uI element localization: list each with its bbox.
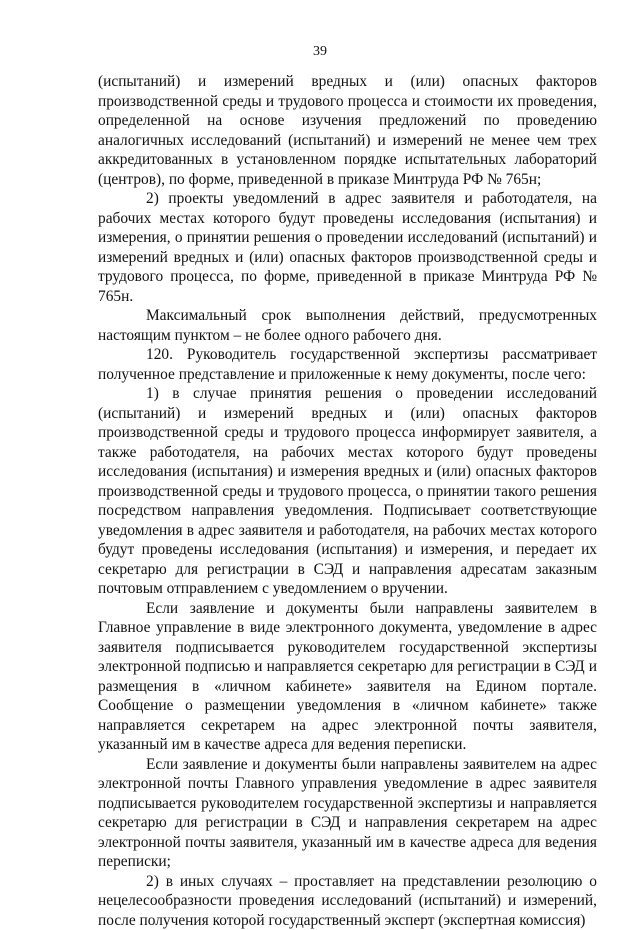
paragraph: 2) проекты уведомлений в адрес заявителя и работодателя, на рабочих местах которого будут проведены исследования (испытания) и измерения, о принятии решения о проведении исследований (испытаний) и измерений вредных и (или) опасных факторов производственной среды и трудового процесса, по форме, приведенной в приказе Минтруда РФ № 765н. [98,189,597,306]
paragraph: (испытаний) и измерений вредных и (или) опасных факторов производственной среды и трудового процесса и стоимости их проведения, определенной на основе изучения предложений по проведению аналогичных исследований (испытаний) и измерений не менее чем трех аккредитованных в установленном порядке испытательных лабораторий (центров), по форме, приведенной в приказе Минтруда РФ № 765н; [98,72,597,189]
paragraph: 2) в иных случаях – проставляет на представлении резолюцию о нецелесообразности проведения исследований (испытаний) и измерений, после получения которой государственный эксперт (экспертная комиссия) [98,872,597,930]
paragraph: 120. Руководитель государственной экспертизы рассматривает полученное представление и приложенные к нему документы, после чего: [98,345,597,384]
paragraph: Если заявление и документы были направлены заявителем в Главное управление в виде электронного документа, уведомление в адрес заявителя подписывается руководителем государственной экспертизы электронной подписью и направляется секретарю для регистрации в СЭД и размещения в «личном кабинете» заявителя на Едином портале. Сообщение о размещении уведомления в «личном кабинете» также направляется секретарем на адрес электронной почты заявителя, указанный им в качестве адреса для ведения переписки. [98,599,597,755]
paragraph: 1) в случае принятия решения о проведении исследований (испытаний) и измерений вредных и (или) опасных факторов производственной среды и трудового процесса информирует заявителя, а также работодателя, на рабочих местах которого будут проведены исследования (испытания) и измерения вредных и (или) опасных факторов производственной среды и трудового процесса, о принятии такого решения посредством направления уведомления. Подписывает соответствующие уведомления в адрес заявителя и работодателя, на рабочих местах которого будут проведены исследования (испытания) и измерения, и передает их секретарю для регистрации в СЭД и направления адресатам заказным почтовым отправлением с уведомлением о вручении. [98,384,597,599]
page-number: 39 [0,44,640,60]
paragraph: Если заявление и документы были направлены заявителем на адрес электронной почты Главного управления уведомление в адрес заявителя подписывается руководителем государственной экспертизы и направляется секретарю для регистрации в СЭД и направления секретарем на адрес электронной почты заявителя, указанный им в качестве адреса для ведения переписки; [98,755,597,872]
paragraph: Максимальный срок выполнения действий, предусмотренных настоящим пунктом – не более одного рабочего дня. [98,306,597,345]
document-body [98,72,597,930]
